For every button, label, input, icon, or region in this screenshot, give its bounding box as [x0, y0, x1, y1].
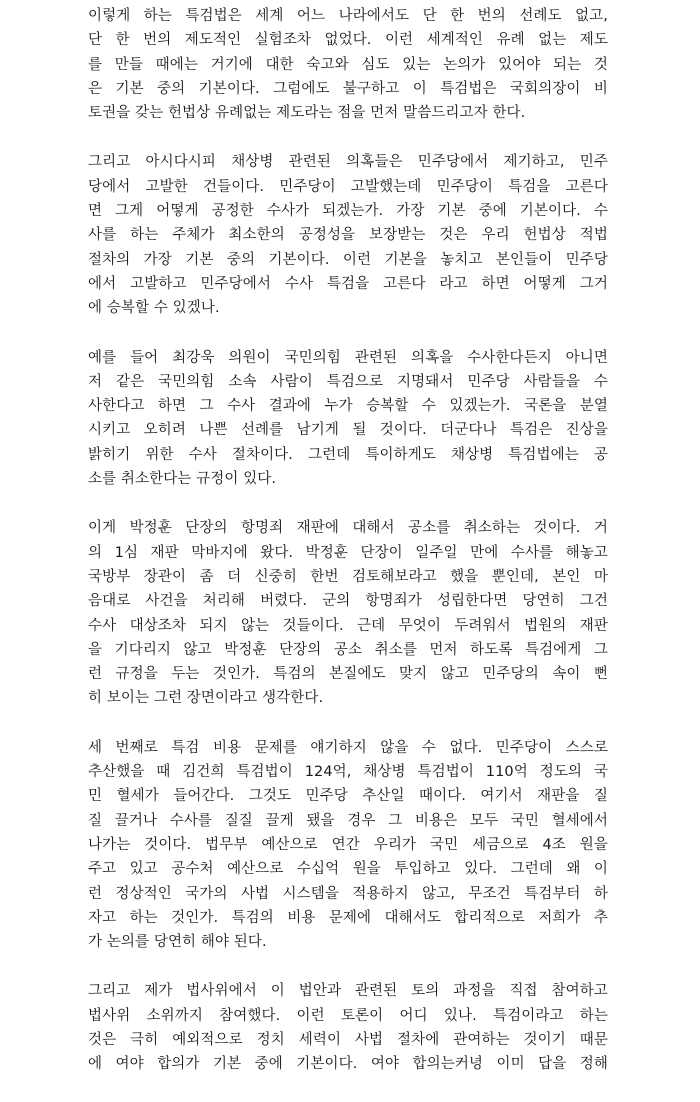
text-line: 런 규정을 두는 것인가. 특검의 본질에도 맞지 않고 민주당의 속이 뻔	[88, 666, 608, 683]
text-line: 법사위 소위까지 참여했다. 이런 토론이 어디 있나. 특검이라고 하는	[88, 1007, 608, 1024]
text-line: 당에서 고발한 건들이다. 민주당이 고발했는데 민주당이 특검을 고른다	[88, 178, 608, 195]
paragraph	[88, 736, 608, 955]
paragraph	[88, 516, 608, 710]
text-line: 사를 하는 주체가 최소한의 공정성을 보장받는 것은 우리 헌법상 적법	[88, 227, 608, 244]
text-line: 예를 들어 최강욱 의원이 국민의힘 관련된 의혹을 수사한다든지 아니면	[88, 349, 608, 366]
text-line: 에 승복할 수 있겠나.	[88, 300, 220, 317]
text-line: 수사 대상조차 되지 않는 것들이다. 근데 무엇이 두려워서 법원의 재판	[88, 617, 608, 634]
text-line: 에서 고발하고 민주당에서 수사 특검을 고른다 라고 하면 어떻게 그거	[88, 275, 608, 292]
paragraph	[88, 4, 608, 125]
text-line: 절차의 가장 기본 중의 기본이다. 이런 기본을 놓치고 본인들이 민주당	[88, 251, 608, 268]
text-line: 나가는 것이다. 법무부 예산으로 연간 우리가 국민 세금으로 4조 원을	[88, 836, 608, 853]
text-line: 음대로 사건을 처리해 버렸다. 군의 항명죄가 성립한다면 당연히 그건	[88, 593, 608, 610]
text-line: 소를 취소한다는 규정이 있다.	[88, 471, 277, 488]
text-line: 그리고 제가 법사위에서 이 법안과 관련된 토의 과정을 직접 참여하고	[88, 983, 608, 1000]
text-line: 단 한 번의 제도적인 실험조차 없었다. 이런 세계적인 유례 없는 제도	[88, 32, 608, 49]
text-line: 히 보이는 그런 장면이라고 생각한다.	[88, 690, 324, 707]
text-line: 면 그게 어떻게 공정한 수사가 되겠는가. 가장 기본 중에 기본이다. 수	[88, 203, 608, 220]
text-line: 은 기본 중의 기본이다. 그럼에도 불구하고 이 특검법은 국회의장이 비	[88, 80, 608, 97]
text-line: 밝히기 위한 수사 절차이다. 그런데 특이하게도 채상병 특검법에는 공	[88, 446, 608, 463]
text-line: 그리고 아시다시피 채상병 관련된 의혹들은 민주당에서 제기하고, 민주	[88, 154, 608, 171]
document-body	[88, 4, 608, 1102]
paragraph	[88, 150, 608, 320]
text-line: 사한다고 하면 그 수사 결과에 누가 승복할 수 있겠는가. 국론을 분열	[88, 398, 608, 415]
text-line: 시키고 오히려 나쁜 선례를 남기게 될 것이다. 더군다나 특검은 진상을	[88, 422, 608, 439]
text-line: 가 논의를 당연히 해야 된다.	[88, 934, 267, 951]
text-line: 런 정상적인 국가의 사법 시스템을 적용하지 않고, 무조건 특검부터 하	[88, 885, 608, 902]
text-line: 주고 있고 공수처 예산으로 수십억 원을 투입하고 있다. 그런데 왜 이	[88, 861, 608, 878]
text-line: 것은 극히 예외적으로 정치 세력이 사법 절차에 관여하는 것이기 때문	[88, 1031, 608, 1048]
paragraph	[88, 979, 608, 1076]
text-line: 를 만들 때에는 거기에 대한 숙고와 심도 있는 논의가 있어야 되는 것	[88, 56, 608, 73]
text-line: 저 같은 국민의힘 소속 사람이 특검으로 지명돼서 민주당 사람들을 수	[88, 373, 608, 390]
text-line: 추산했을 때 김건희 특검법이 124억, 채상병 특검법이 110억 정도의 국	[88, 764, 608, 781]
text-line: 이렇게 하는 특검법은 세계 어느 나라에서도 단 한 번의 선례도 없고,	[88, 8, 608, 24]
text-line: 국방부 장관이 좀 더 신중히 한번 검토해보라고 했을 뿐인데, 본인 마	[88, 568, 608, 585]
text-line: 자고 하는 것인가. 특검의 비용 문제에 대해서도 합리적으로 저희가 추	[88, 909, 608, 926]
text-line: 에 여야 합의가 기본 중에 기본이다. 여야 합의는커녕 이미 답을 정해	[88, 1056, 608, 1073]
text-line: 이게 박정훈 단장의 항명죄 재판에 대해서 공소를 취소하는 것이다. 거	[88, 520, 608, 537]
text-line: 을 기다리지 않고 박정훈 단장의 공소 취소를 먼저 하도록 특검에게 그	[88, 641, 608, 658]
text-line: 질 끌거나 수사를 질질 끌게 됐을 경우 그 비용은 모두 국민 혈세에서	[88, 812, 608, 829]
text-line: 민 혈세가 들어간다. 그것도 민주당 추산일 때이다. 여기서 재판을 질	[88, 788, 608, 805]
text-line: 의 1심 재판 막바지에 왔다. 박정훈 단장이 일주일 만에 수사를 해놓고	[88, 544, 608, 561]
paragraph	[88, 346, 608, 492]
text-line: 세 번째로 특검 비용 문제를 얘기하지 않을 수 없다. 민주당이 스스로	[88, 739, 608, 756]
text-line: 토권을 갖는 헌법상 유례없는 제도라는 점을 먼저 말씀드리고자 한다.	[88, 105, 526, 122]
